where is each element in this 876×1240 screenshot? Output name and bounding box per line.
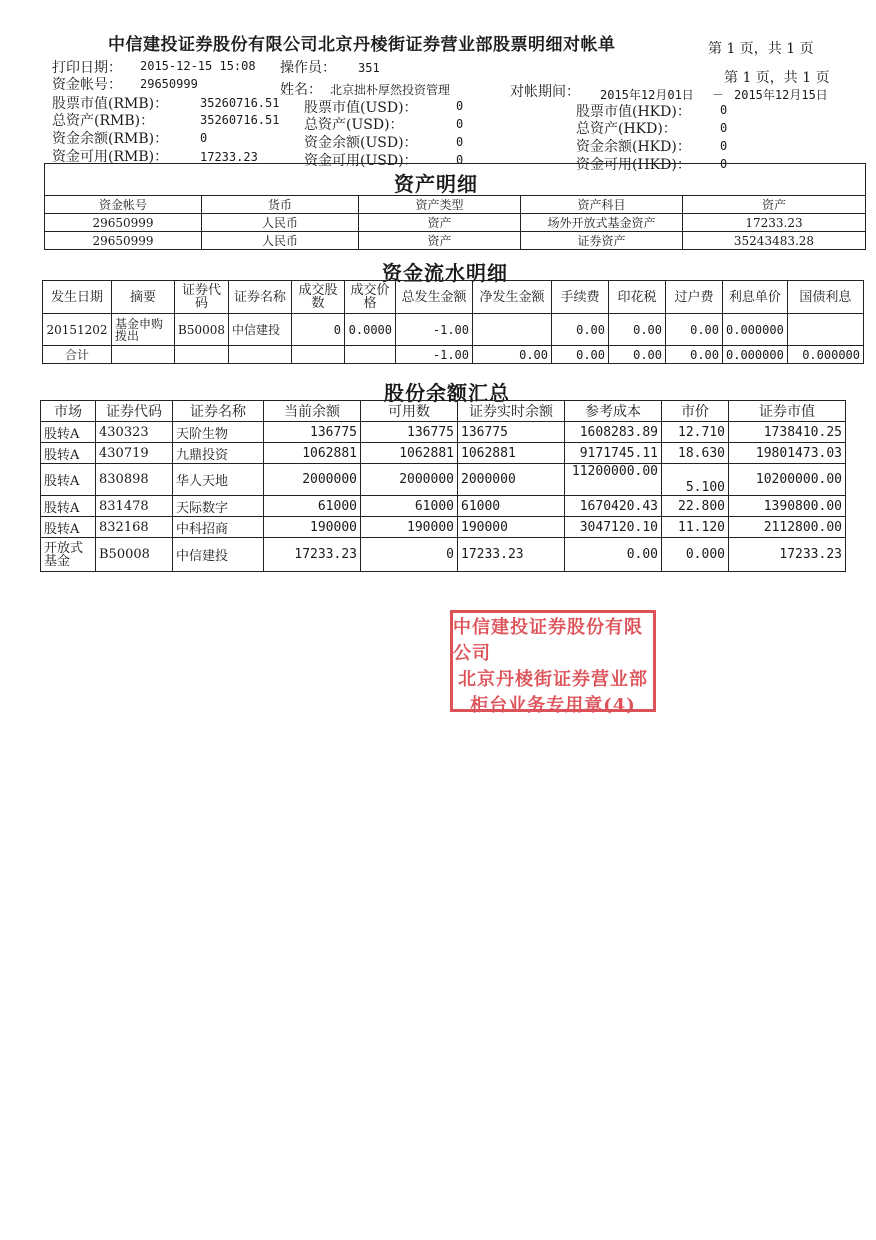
operator-label: 操作员： xyxy=(280,60,336,76)
hd-col-market-value: 证券市值 xyxy=(729,401,846,422)
period-end: 2015年12月15日 xyxy=(734,88,828,102)
hd-realtime: 1062881 xyxy=(458,443,565,464)
print-date-value: 2015-12-15 15:08 xyxy=(140,59,256,73)
hd-cost: 0.00 xyxy=(565,538,662,572)
account-label: 资金帐号： xyxy=(52,77,122,93)
page-number-sub: 第 1 页，共 1 页 xyxy=(724,70,830,86)
cashflow-table xyxy=(42,280,864,364)
hkd-total-assets-label: 总资产(HKD)： xyxy=(576,121,677,137)
asset-type: 资产 xyxy=(359,214,521,232)
usd-available-label: 资金可用(USD)： xyxy=(304,153,418,169)
cf-sum-stamp-tax: 0.00 xyxy=(609,346,666,364)
cf-col-fee: 手续费 xyxy=(552,281,609,314)
cf-col-stamp-tax: 印花税 xyxy=(609,281,666,314)
usd-available: 0 xyxy=(456,153,464,167)
hd-balance: 190000 xyxy=(264,517,361,538)
hd-market-value: 1390800.00 xyxy=(729,496,846,517)
asset-account: 29650999 xyxy=(45,232,202,250)
table-row xyxy=(41,443,846,464)
hd-price: 0.000 xyxy=(662,538,729,572)
cf-col-name: 证券名称 xyxy=(229,281,292,314)
account-value: 29650999 xyxy=(140,77,198,91)
cashflow-sum-row xyxy=(43,346,864,364)
asset-header-row xyxy=(45,196,866,214)
hd-col-market: 市场 xyxy=(41,401,96,422)
hd-available: 1062881 xyxy=(361,443,458,464)
hd-price: 11.120 xyxy=(662,517,729,538)
usd-total-assets: 0 xyxy=(456,117,464,131)
hd-name: 中科招商 xyxy=(173,517,264,538)
rmb-market-value: 35260716.51 xyxy=(200,96,280,110)
cf-price: 0.0000 xyxy=(345,314,396,346)
hd-code: 831478 xyxy=(96,496,173,517)
asset-col-amount: 资产 xyxy=(683,196,866,214)
hd-realtime: 17233.23 xyxy=(458,538,565,572)
asset-currency: 人民币 xyxy=(202,214,359,232)
hd-available: 136775 xyxy=(361,422,458,443)
rmb-market-value-label: 股票市值(RMB)： xyxy=(52,96,169,112)
hd-col-price: 市价 xyxy=(662,401,729,422)
hd-market: 股转A xyxy=(41,517,96,538)
cf-col-summary: 摘要 xyxy=(112,281,175,314)
asset-section-title: 资产明细 xyxy=(394,172,478,196)
usd-market-value-label: 股票市值(USD)： xyxy=(304,100,418,116)
table-row xyxy=(45,214,866,232)
hd-balance: 136775 xyxy=(264,422,361,443)
hd-available: 61000 xyxy=(361,496,458,517)
asset-col-subject: 资产科目 xyxy=(521,196,683,214)
hd-col-realtime: 证券实时余额 xyxy=(458,401,565,422)
hd-market-value: 10200000.00 xyxy=(729,464,846,496)
operator-value: 351 xyxy=(358,61,380,75)
asset-amount: 17233.23 xyxy=(683,214,866,232)
cf-col-date: 发生日期 xyxy=(43,281,112,314)
asset-table xyxy=(44,195,866,250)
cf-transfer-fee: 0.00 xyxy=(666,314,723,346)
hd-balance: 17233.23 xyxy=(264,538,361,572)
cf-total: -1.00 xyxy=(396,314,473,346)
asset-amount: 35243483.28 xyxy=(683,232,866,250)
hd-realtime: 2000000 xyxy=(458,464,565,496)
table-row xyxy=(41,517,846,538)
cf-sum-rate: 0.000000 xyxy=(723,346,788,364)
hd-market: 股转A xyxy=(41,496,96,517)
hd-cost: 3047120.10 xyxy=(565,517,662,538)
cf-date: 20151202 xyxy=(43,314,112,346)
hd-code: B50008 xyxy=(96,538,173,572)
rmb-available-label: 资金可用(RMB)： xyxy=(52,149,169,165)
table-row xyxy=(41,538,846,572)
hd-market-value: 19801473.03 xyxy=(729,443,846,464)
hd-cost: 11200000.00 xyxy=(565,464,662,496)
rmb-balance-label: 资金余额(RMB)： xyxy=(52,131,169,147)
rmb-total-assets: 35260716.51 xyxy=(200,113,280,127)
hd-price: 18.630 xyxy=(662,443,729,464)
hd-realtime: 136775 xyxy=(458,422,565,443)
asset-subject: 场外开放式基金资产 xyxy=(521,214,683,232)
period-separator: － xyxy=(712,88,725,102)
seal-line-2: 北京丹棱街证券营业部 xyxy=(458,669,648,690)
hd-market: 股转A xyxy=(41,422,96,443)
cf-col-interest: 国债利息 xyxy=(787,281,863,314)
hd-code: 430719 xyxy=(96,443,173,464)
hd-col-name: 证券名称 xyxy=(173,401,264,422)
hd-price: 22.800 xyxy=(662,496,729,517)
cf-sum-net: 0.00 xyxy=(473,346,552,364)
asset-account: 29650999 xyxy=(45,214,202,232)
asset-type: 资产 xyxy=(359,232,521,250)
holdings-section-title: 股份余额汇总 xyxy=(384,381,510,405)
rmb-total-assets-label: 总资产(RMB)： xyxy=(52,113,155,129)
cf-fee: 0.00 xyxy=(552,314,609,346)
hkd-balance-label: 资金余额(HKD)： xyxy=(576,139,691,155)
asset-currency: 人民币 xyxy=(202,232,359,250)
cf-interest xyxy=(787,314,863,346)
customer-name-label: 姓名： xyxy=(280,82,322,98)
cf-sum-label: 合计 xyxy=(43,346,112,364)
hd-name: 天阶生物 xyxy=(173,422,264,443)
hkd-available: 0 xyxy=(720,157,728,171)
table-row xyxy=(41,464,846,496)
usd-market-value: 0 xyxy=(456,99,464,113)
hd-price: 5.100 xyxy=(662,464,729,496)
rmb-available: 17233.23 xyxy=(200,150,258,164)
hd-market: 股转A xyxy=(41,443,96,464)
seal-line-3: 柜台业务专用章(4) xyxy=(470,695,636,716)
cf-qty: 0 xyxy=(292,314,345,346)
hd-available: 190000 xyxy=(361,517,458,538)
hkd-market-value: 0 xyxy=(720,103,728,117)
hd-col-cost: 参考成本 xyxy=(565,401,662,422)
hd-market-value: 1738410.25 xyxy=(729,422,846,443)
cf-stamp-tax: 0.00 xyxy=(609,314,666,346)
hd-name: 天际数字 xyxy=(173,496,264,517)
hd-balance: 1062881 xyxy=(264,443,361,464)
hkd-available-label: 资金可用(HKD)： xyxy=(576,157,691,173)
hd-name: 华人天地 xyxy=(173,464,264,496)
hd-realtime: 61000 xyxy=(458,496,565,517)
cf-summary: 基金申购拨出 xyxy=(112,314,175,346)
table-row xyxy=(41,422,846,443)
customer-name-value: 北京拙朴厚然投资管理 xyxy=(330,83,451,97)
table-row xyxy=(45,232,866,250)
holdings-header-row xyxy=(41,401,846,422)
cf-col-qty: 成交股数 xyxy=(292,281,345,314)
print-date-label: 打印日期： xyxy=(52,60,122,76)
statement-title: 中信建投证券股份有限公司北京丹棱街证券营业部股票明细对帐单 xyxy=(108,35,616,55)
period-start: 2015年12月01日 xyxy=(600,88,694,102)
hd-market: 股转A xyxy=(41,464,96,496)
cf-net xyxy=(473,314,552,346)
hkd-market-value-label: 股票市值(HKD)： xyxy=(576,104,691,120)
cf-col-rate: 利息单价 xyxy=(723,281,788,314)
page-number-top: 第 1 页，共 1 页 xyxy=(708,41,814,57)
hd-market-value: 17233.23 xyxy=(729,538,846,572)
hd-price: 12.710 xyxy=(662,422,729,443)
cf-rate: 0.000000 xyxy=(723,314,788,346)
hkd-balance: 0 xyxy=(720,139,728,153)
usd-total-assets-label: 总资产(USD)： xyxy=(304,117,404,133)
hd-available: 2000000 xyxy=(361,464,458,496)
cf-sum-fee: 0.00 xyxy=(552,346,609,364)
asset-subject: 证券资产 xyxy=(521,232,683,250)
hd-balance: 61000 xyxy=(264,496,361,517)
cashflow-section-title: 资金流水明细 xyxy=(382,261,508,285)
hd-col-code: 证券代码 xyxy=(96,401,173,422)
asset-col-currency: 货币 xyxy=(202,196,359,214)
seal-line-1: 中信建投证券股份有限公司 xyxy=(453,617,643,664)
holdings-table xyxy=(40,400,846,572)
hd-cost: 9171745.11 xyxy=(565,443,662,464)
usd-balance: 0 xyxy=(456,135,464,149)
hd-market-value: 2112800.00 xyxy=(729,517,846,538)
hd-code: 830898 xyxy=(96,464,173,496)
cf-col-net: 净发生金额 xyxy=(473,281,552,314)
hd-market: 开放式基金 xyxy=(41,538,96,572)
company-seal xyxy=(450,610,656,716)
table-row xyxy=(43,314,864,346)
hkd-total-assets: 0 xyxy=(720,121,728,135)
asset-col-type: 资产类型 xyxy=(359,196,521,214)
hd-name: 中信建投 xyxy=(173,538,264,572)
hd-name: 九鼎投资 xyxy=(173,443,264,464)
hd-col-available: 可用数 xyxy=(361,401,458,422)
hd-realtime: 190000 xyxy=(458,517,565,538)
cf-sum-transfer-fee: 0.00 xyxy=(666,346,723,364)
cashflow-header-row xyxy=(43,281,864,314)
hd-cost: 1608283.89 xyxy=(565,422,662,443)
table-row xyxy=(41,496,846,517)
cf-col-price: 成交价格 xyxy=(345,281,396,314)
cf-code: B50008 xyxy=(175,314,229,346)
cf-sum-interest: 0.000000 xyxy=(787,346,863,364)
cf-col-total: 总发生金额 xyxy=(396,281,473,314)
hd-cost: 1670420.43 xyxy=(565,496,662,517)
cf-col-transfer-fee: 过户费 xyxy=(666,281,723,314)
cf-name: 中信建投 xyxy=(229,314,292,346)
cf-col-code: 证券代码 xyxy=(175,281,229,314)
hd-code: 430323 xyxy=(96,422,173,443)
hd-available: 0 xyxy=(361,538,458,572)
asset-col-account: 资金帐号 xyxy=(45,196,202,214)
period-label: 对帐期间： xyxy=(510,84,580,100)
cf-sum-total: -1.00 xyxy=(396,346,473,364)
hd-col-balance: 当前余额 xyxy=(264,401,361,422)
hd-balance: 2000000 xyxy=(264,464,361,496)
hd-code: 832168 xyxy=(96,517,173,538)
rmb-balance: 0 xyxy=(200,131,208,145)
usd-balance-label: 资金余额(USD)： xyxy=(304,135,418,151)
